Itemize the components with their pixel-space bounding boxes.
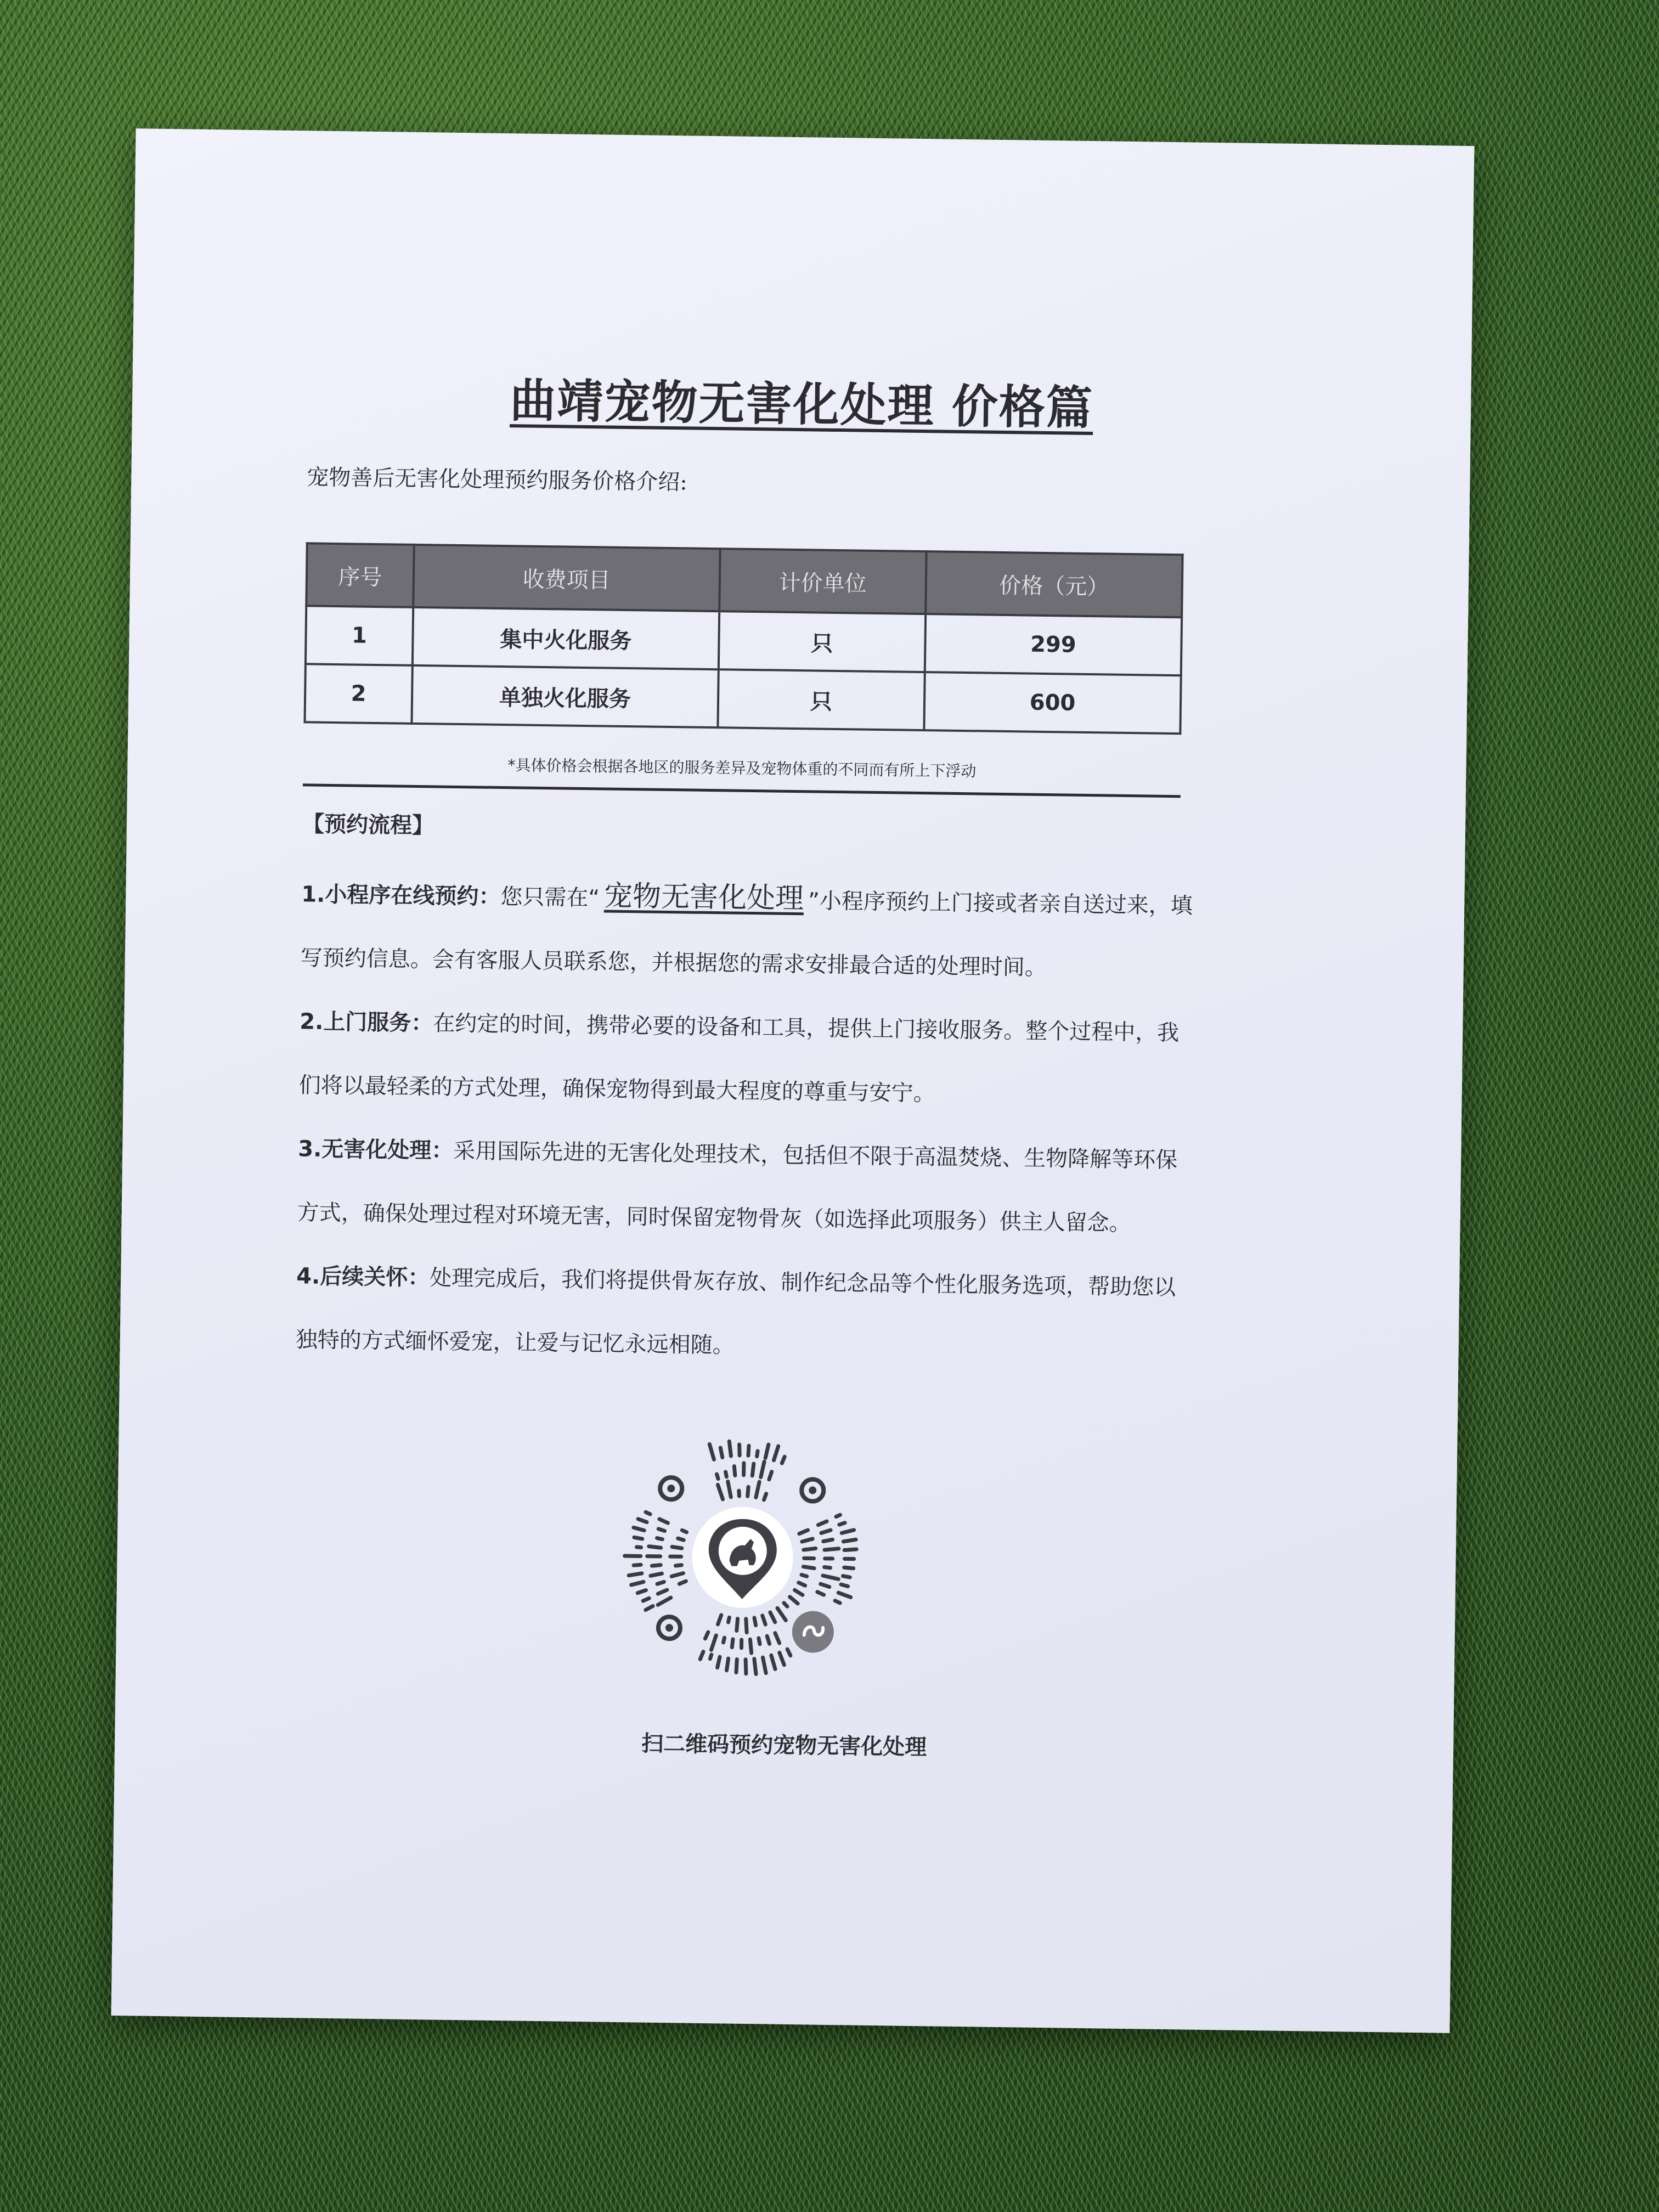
qr-ray [821,1584,830,1587]
cell-item: 单独火化服务 [411,665,718,727]
qr-ray [823,1539,833,1542]
cell-price: 600 [924,672,1181,733]
qr-ray [844,1549,856,1550]
step-3 [297,1117,1193,1256]
qr-ray [679,1581,686,1584]
cell-unit: 只 [718,611,926,672]
qr-ray [638,1519,647,1522]
qr-ray [746,1619,747,1633]
step-text: 处理完成后，我们将提供骨灰存放、制作纪念品等个性化服务选项，帮助您以独特的方式缅怀爱宠，让爱与记忆永远相随。 [295,1265,1176,1358]
qr-ray [705,1632,708,1639]
qr-ray [737,1618,738,1630]
qr-ray [823,1576,838,1579]
qr-ray [727,1481,731,1497]
qr-ray [728,1617,729,1622]
qr-ray [779,1652,784,1664]
qr-ray [725,1472,726,1477]
qr-ray [835,1601,840,1603]
cell-index: 2 [304,664,412,724]
qr-ray [825,1548,839,1550]
qr-ray [711,1635,716,1650]
qr-ray [631,1582,644,1585]
qr-ray [718,1657,720,1668]
qr-ray [676,1565,682,1566]
qr-ray [649,1547,661,1548]
cell-index: 1 [306,606,413,665]
qr-ray [771,1655,775,1669]
step-2 [298,990,1194,1128]
step-4 [295,1244,1191,1383]
table-row [306,606,1182,675]
header-unit: 计价单位 [719,549,927,614]
qr-ray [629,1573,642,1576]
qr-ray [799,1583,805,1585]
qr-ray [723,1638,724,1643]
qr-ray [634,1527,644,1530]
table-header-row [306,543,1182,617]
qr-ray [821,1530,831,1533]
qr-ray [775,1633,780,1643]
qr-ray [769,1472,772,1480]
cell-unit: 只 [718,669,925,730]
qr-ray [672,1547,682,1548]
qr-ray [672,1573,683,1576]
qr-ray [739,1444,740,1455]
qr-ray [637,1547,641,1548]
qr-ray [756,1482,759,1497]
qr-ray [727,1658,729,1671]
qr-ray [843,1576,850,1577]
price-note: *具体价格会根据各地区的服务差异及宠物体重的不同而有所上下浮动 [507,756,977,781]
qr-ray [784,1603,787,1607]
qr-ray [804,1548,816,1550]
qr-ray [657,1538,663,1539]
qr-finder-bottom-left [658,1617,681,1639]
qr-ray [720,1448,723,1458]
paper-sheet [111,128,1475,2033]
qr-ray [732,1639,733,1647]
qr-ray [764,1494,766,1500]
qr-ray [836,1515,840,1516]
step-text: 您只需在“ [500,884,600,911]
qr-ray [716,1474,718,1479]
qr-ray [700,1651,703,1659]
qr-ray [844,1567,854,1568]
step-text: 采用国际先进的无害化处理技术，包括但不限于高温焚烧、生物降解等环保方式，确保处理过程对环境无害，同时保留宠物骨灰（如选择此项服务）供主人留念。 [297,1138,1178,1237]
qr-ray [646,1512,650,1514]
qr-finder-top-left [660,1477,682,1500]
qr-ray [794,1590,803,1595]
step-heading: 3.无害化处理： [297,1136,454,1164]
qr-ray [750,1639,752,1653]
step-text: ”小程序预约上门接或者亲自送过来，填写预约信息。会有客服人员联系您，并根据您的需求安排最合适的处理时间。 [300,888,1193,981]
page-title: 曲靖宠物无害化处理 价格篇 [509,373,1094,436]
qr-ray [729,1441,731,1456]
divider [303,783,1181,798]
qr-ray [718,1615,721,1624]
qr-ray [736,1660,737,1673]
qr-ray [767,1636,770,1644]
qr-ray [802,1575,807,1576]
qr-ray [651,1573,662,1576]
qr-ray [754,1659,756,1674]
qr-ray [652,1565,661,1566]
mini-program-logo-icon [792,1611,834,1653]
qr-ray [759,1638,760,1644]
step-heading: 1.小程序在线预约： [301,882,501,910]
step-heading: 4.后续关怀： [296,1263,430,1291]
qr-ray [658,1529,664,1531]
qr-ray [659,1519,668,1523]
qr-ray [678,1538,684,1540]
qr-ray [782,1457,785,1463]
qr-ray [643,1598,649,1601]
qr-ray [843,1539,856,1542]
qr-ray [839,1523,845,1525]
qr-ray [657,1582,664,1584]
qr-ray [838,1593,851,1597]
qr-ray [777,1608,786,1620]
header-item: 收费项目 [413,545,720,611]
qr-ray [748,1446,749,1455]
header-index: 序号 [306,543,414,607]
qr-ray [637,1590,646,1593]
mini-program-name: 宠物无害化处理 [603,879,804,916]
qr-ray [842,1530,854,1533]
qr-caption: 扫二维码预约宠物无害化处理 [641,1731,927,1760]
section-title: 【预约流程】 [302,811,435,839]
table-row [304,664,1181,733]
qr-ray [774,1446,778,1460]
qr-ray [841,1584,848,1586]
qr-ray [682,1530,686,1532]
qr-ray [765,1444,769,1458]
intro-text: 宠物善后无害化处理预约服务价格介绍: [307,465,688,495]
qr-ray [734,1466,735,1476]
qr-ray [802,1539,812,1542]
qr-ray [757,1451,758,1457]
cell-item: 集中火化服务 [413,607,719,669]
qr-ray [799,1530,808,1534]
header-price: 价格（元） [926,551,1182,617]
qr-ray [709,1444,714,1459]
step-heading: 2.上门服务： [300,1009,433,1036]
qr-ray [739,1491,740,1496]
qr-ray [763,1657,766,1673]
qr-ray [646,1606,653,1610]
qr-ray [710,1655,711,1659]
price-table [303,542,1183,735]
qr-ray [752,1464,754,1476]
step-text: 在约定的时间，携带必要的设备和工具，提供上门接收服务。整个过程中，我们将以最轻柔的方式处理，确保宠物得到最大程度的尊重与安宁。 [298,1011,1180,1107]
step-1 [300,860,1196,1001]
qr-ray [817,1592,824,1595]
qr-ray [825,1567,831,1568]
qr-finder-top-right [802,1479,824,1502]
qr-ray [818,1521,827,1525]
qr-ray [789,1597,798,1604]
mini-program-code-icon[interactable] [620,1435,865,1680]
qr-ray [718,1485,723,1499]
qr-ray [761,1462,764,1477]
qr-ray [754,1618,756,1626]
qr-ray [787,1649,791,1656]
qr-ray [658,1598,671,1605]
qr-ray [770,1612,775,1622]
qr-ray [634,1537,642,1539]
cell-price: 299 [925,614,1182,675]
qr-ray [803,1567,814,1568]
qr-ray [658,1590,667,1594]
qr-ray [763,1616,766,1624]
steps-list [295,860,1196,1383]
